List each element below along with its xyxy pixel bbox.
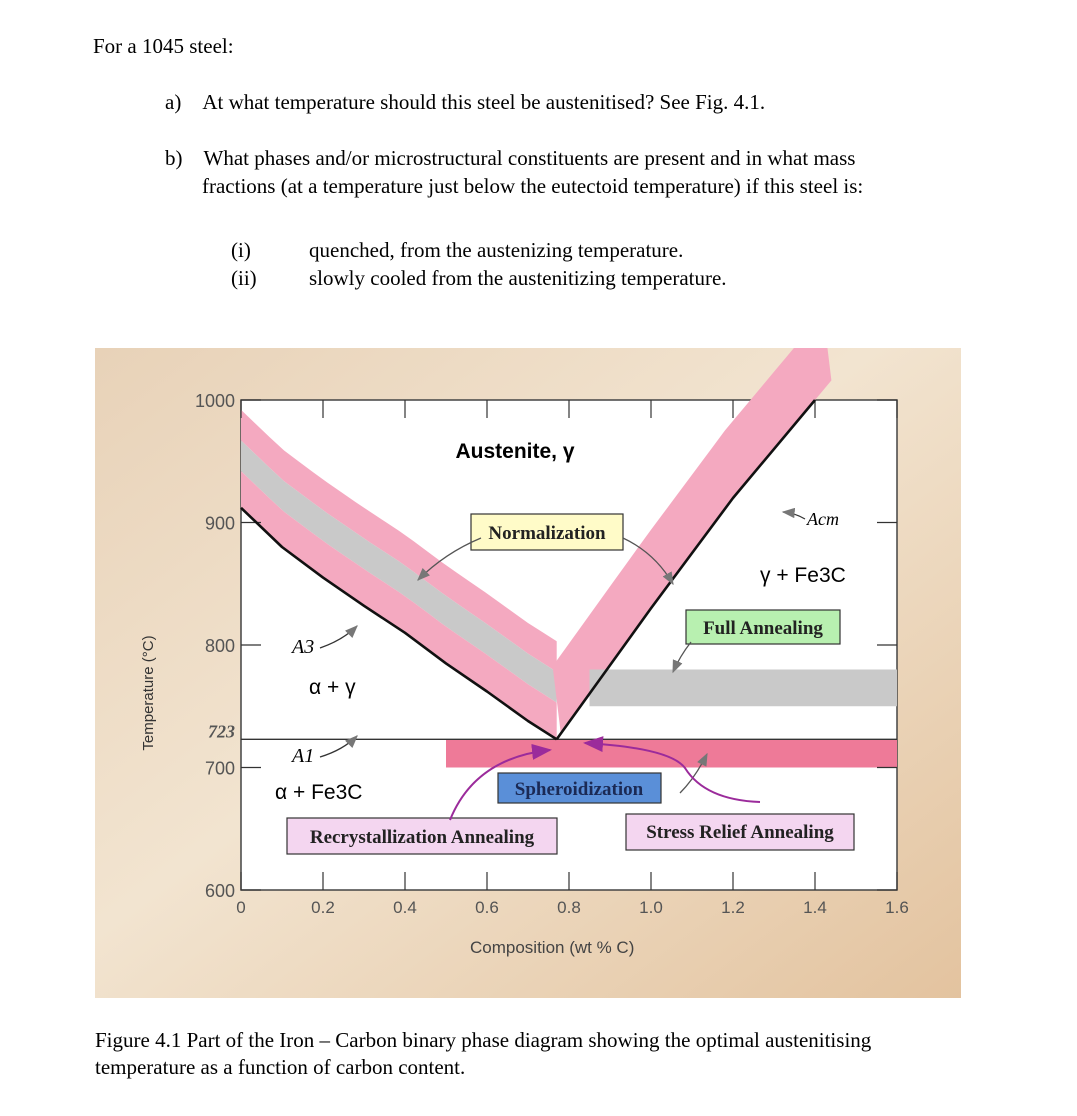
question-intro: For a 1045 steel: (93, 34, 234, 58)
line-label-acm: Acm (807, 509, 839, 529)
box-stress-relief (626, 814, 854, 850)
box-normalization-label: Normalization (488, 523, 606, 544)
box-full-annealing-label: Full Annealing (703, 618, 823, 639)
line-label-a3: A3 (292, 636, 315, 658)
box-normalization (471, 514, 623, 550)
y-tick-label: 723 (208, 721, 235, 742)
phase-label-alpha-fe3c: α + Fe3C (275, 781, 363, 804)
sub-item-2-text: slowly cooled from the austenitizing temperature. (309, 266, 727, 290)
box-stress-relief-label: Stress Relief Annealing (646, 822, 834, 843)
box-spheroidization (498, 773, 661, 803)
x-tick-label: 1.0 (639, 898, 663, 917)
x-tick-label: 0.4 (393, 898, 417, 917)
x-axis-label: Composition (wt % C) (470, 938, 635, 957)
x-tick-label: 1.6 (885, 898, 909, 917)
x-tick-label: 0.2 (311, 898, 335, 917)
spheroidization-band (446, 739, 897, 767)
y-tick-label: 800 (204, 636, 235, 656)
question-b-line1: b) What phases and/or microstructural constituents are present and in what mass (165, 146, 856, 170)
phase-label-austenite: Austenite, γ (455, 440, 575, 463)
box-recrystallization-label: Recrystallization Annealing (309, 827, 535, 848)
box-full-annealing (686, 610, 840, 644)
question-b-line2: fractions (at a temperature just below the eutectoid temperature) if this steel is: (202, 174, 864, 198)
sub-item-1-number: (i) (231, 238, 251, 262)
y-tick-label: 600 (204, 881, 235, 901)
phase-label-gamma-fe3c: γ + Fe3C (760, 564, 846, 587)
x-tick-label: 0.8 (557, 898, 581, 917)
y-tick-label: 1000 (194, 391, 235, 411)
y-tick-label: 700 (204, 758, 235, 779)
box-spheroidization-label: Spheroidization (514, 779, 644, 800)
phase-diagram-chart (95, 348, 961, 998)
x-tick-label: 0.6 (475, 898, 499, 917)
phase-diagram-figure (95, 348, 961, 998)
sub-item-1-text: quenched, from the austenizing temperature. (309, 238, 684, 262)
x-tick-label: 0 (236, 898, 246, 917)
y-axis-label: Temperature (°C) (140, 635, 157, 751)
phase-label-alpha-gamma: α + γ (309, 676, 356, 699)
box-recrystallization (287, 818, 557, 854)
sub-item-2-number: (ii) (231, 266, 257, 290)
question-a: a) At what temperature should this steel be austenitised? See Fig. 4.1. (165, 90, 766, 114)
y-tick-label: 900 (204, 513, 235, 534)
full-annealing-band-hypereutectoid (590, 670, 898, 707)
line-label-a1: A1 (292, 745, 315, 767)
x-tick-label: 1.2 (721, 898, 745, 917)
figure-caption: Figure 4.1 Part of the Iron – Carbon binary phase diagram showing the optimal austenitising temperature as a function of carbon content. (95, 1028, 872, 1079)
x-tick-label: 1.4 (803, 898, 827, 917)
